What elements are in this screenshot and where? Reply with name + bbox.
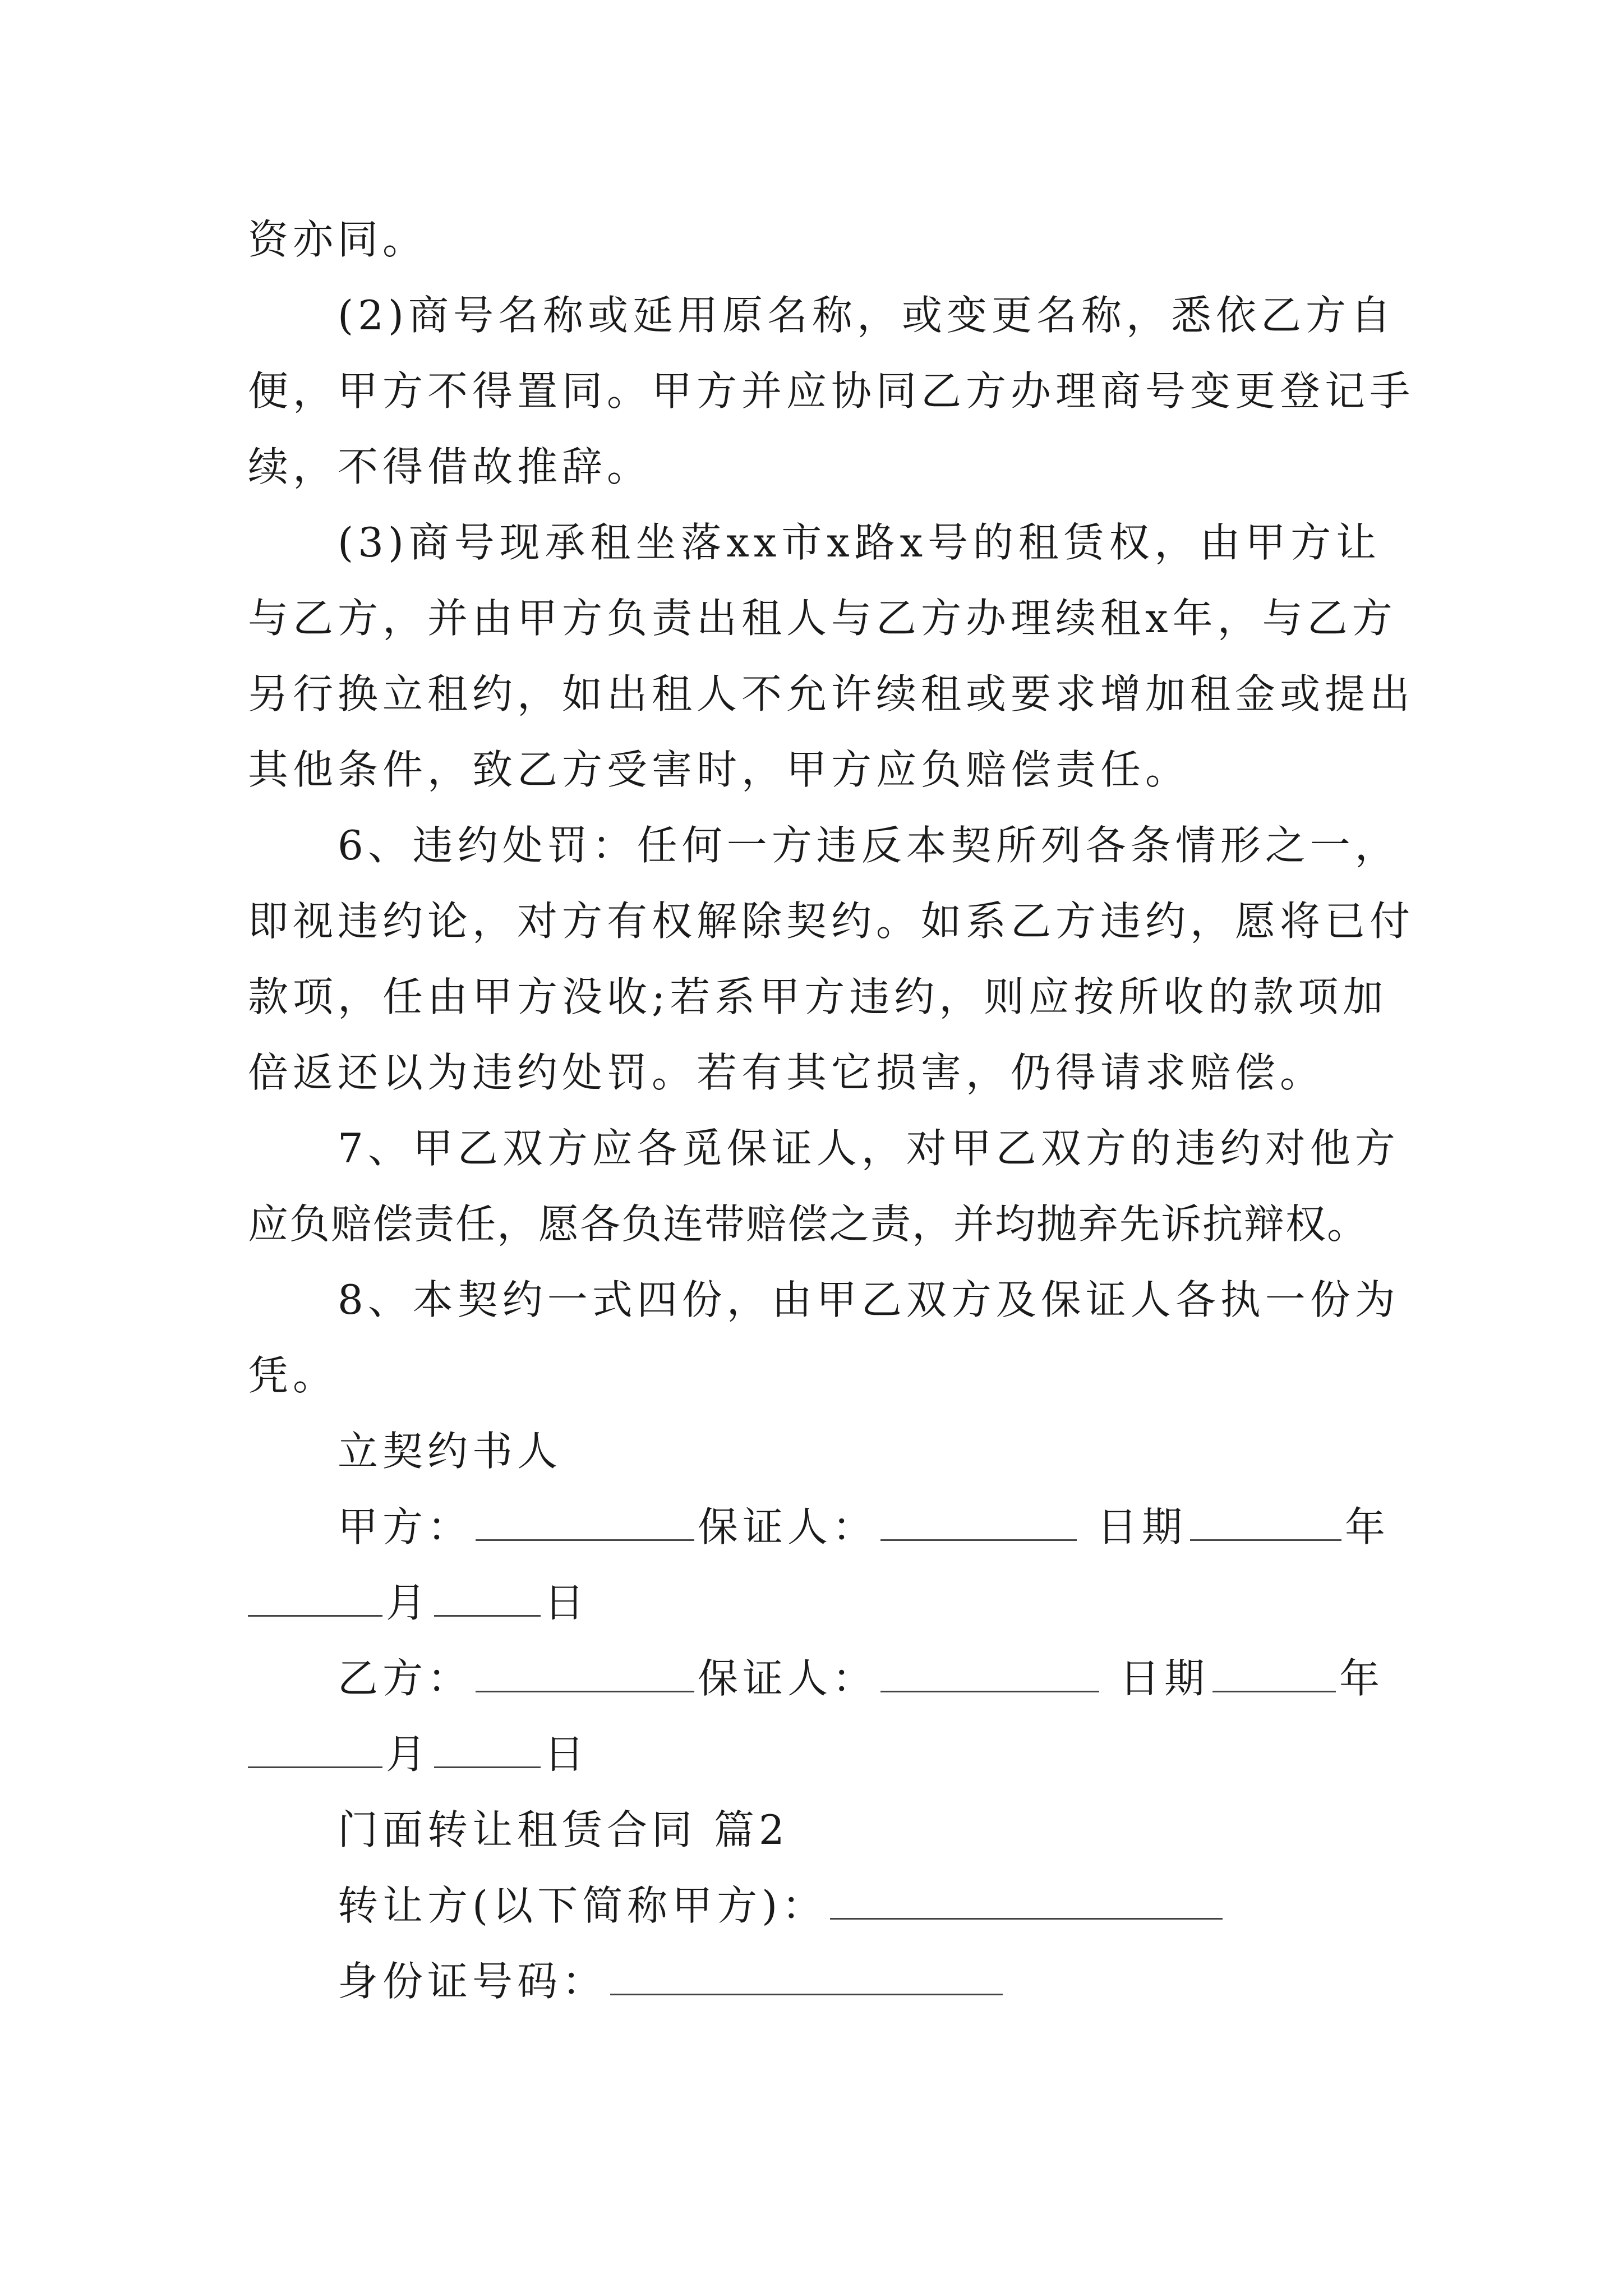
section-2 <box>248 1792 1381 2019</box>
party-b-name-field[interactable] <box>476 1650 694 1692</box>
paragraph-p1 <box>248 202 1381 278</box>
party-a-year-field[interactable] <box>1190 1499 1341 1541</box>
party-b-row <box>248 1641 1385 1717</box>
text-line: 资亦同。 <box>248 216 428 263</box>
text-line: 6、违约处罚：任何一方违反本契所列各条情形之一， <box>338 822 1400 869</box>
party-b-date-row <box>248 1717 1381 1792</box>
text-line: 7、甲乙双方应各觅保证人，对甲乙双方的违约对他方 <box>338 1125 1400 1172</box>
text-line: (3)商号现承租坐落xx市x路x号的租赁权，由甲方让 <box>338 519 1381 566</box>
transferor-row <box>248 1868 1381 1944</box>
text-line: 续，不得借故推辞。 <box>248 443 652 490</box>
paragraph-clause-2 <box>248 278 1415 505</box>
party-b-day-label: 日 <box>544 1731 589 1778</box>
party-a-day-label: 日 <box>544 1579 589 1626</box>
id-number-row <box>248 1944 1381 2019</box>
party-a-month-field[interactable] <box>248 1575 382 1617</box>
party-b-year-field[interactable] <box>1212 1650 1336 1692</box>
text-line: 其他条件，致乙方受害时，甲方应负赔偿责任。 <box>248 746 1191 793</box>
paragraph-copies <box>248 1262 1400 1414</box>
party-b-year-label: 年 <box>1339 1655 1385 1702</box>
party-a-date-row <box>248 1565 1381 1641</box>
text-line: (2)商号名称或延用原名称，或变更名称，悉依乙方自 <box>338 292 1395 339</box>
text-line: 凭。 <box>248 1352 338 1399</box>
party-a-name-field[interactable] <box>476 1499 694 1541</box>
party-a-month-label: 月 <box>386 1579 431 1626</box>
document-page <box>248 202 1415 2019</box>
text-line: 即视违约论，对方有权解除契约。如系乙方违约，愿将已付 <box>248 898 1415 945</box>
paragraph-guarantors <box>248 1111 1400 1262</box>
signature-block <box>248 1414 1390 1792</box>
party-a-day-field[interactable] <box>434 1575 541 1617</box>
party-b-label: 乙方： <box>338 1655 473 1702</box>
section-heading: 门面转让租赁合同 篇2 <box>338 1806 789 1853</box>
party-b-month-label: 月 <box>386 1731 431 1778</box>
paragraph-clause-3 <box>248 505 1415 808</box>
party-a-date-label: 日期 <box>1097 1503 1187 1550</box>
party-b-date-label: 日期 <box>1119 1655 1210 1702</box>
party-b-month-field[interactable] <box>248 1726 382 1768</box>
transferor-field[interactable] <box>830 1878 1223 1920</box>
party-b-guarantor-field[interactable] <box>880 1650 1099 1692</box>
text-line: 另行换立租约，如出租人不允许续租或要求增加租金或提出 <box>248 670 1415 717</box>
id-number-field[interactable] <box>610 1953 1003 1995</box>
party-a-label: 甲方： <box>338 1503 473 1550</box>
party-a-year-label: 年 <box>1345 1503 1390 1550</box>
paragraph-breach-penalty <box>248 808 1415 1111</box>
id-number-label: 身份证号码： <box>338 1958 607 2005</box>
text-line: 应负赔偿责任，愿各负连带赔偿之责，并均抛弃先诉抗辩权。 <box>248 1200 1369 1248</box>
party-a-guarantor-field[interactable] <box>880 1499 1077 1541</box>
signature-title: 立契约书人 <box>338 1428 562 1475</box>
party-a-guarantor-label: 保证人： <box>698 1503 878 1550</box>
party-b-day-field[interactable] <box>434 1726 541 1768</box>
text-line: 8、本契约一式四份，由甲乙双方及保证人各执一份为 <box>338 1276 1400 1323</box>
text-line: 与乙方，并由甲方负责出租人与乙方办理续租x年，与乙方 <box>248 595 1397 642</box>
party-a-row <box>248 1489 1390 1565</box>
text-line: 倍返还以为违约处罚。若有其它损害，仍得请求赔偿。 <box>248 1049 1325 1096</box>
party-b-guarantor-label: 保证人： <box>698 1655 878 1702</box>
text-line: 款项，任由甲方没收;若系甲方违约，则应按所收的款项加 <box>248 973 1388 1020</box>
text-line: 便，甲方不得置同。甲方并应协同乙方办理商号变更登记手 <box>248 367 1415 415</box>
transferor-label: 转让方(以下简称甲方)： <box>338 1882 827 1929</box>
